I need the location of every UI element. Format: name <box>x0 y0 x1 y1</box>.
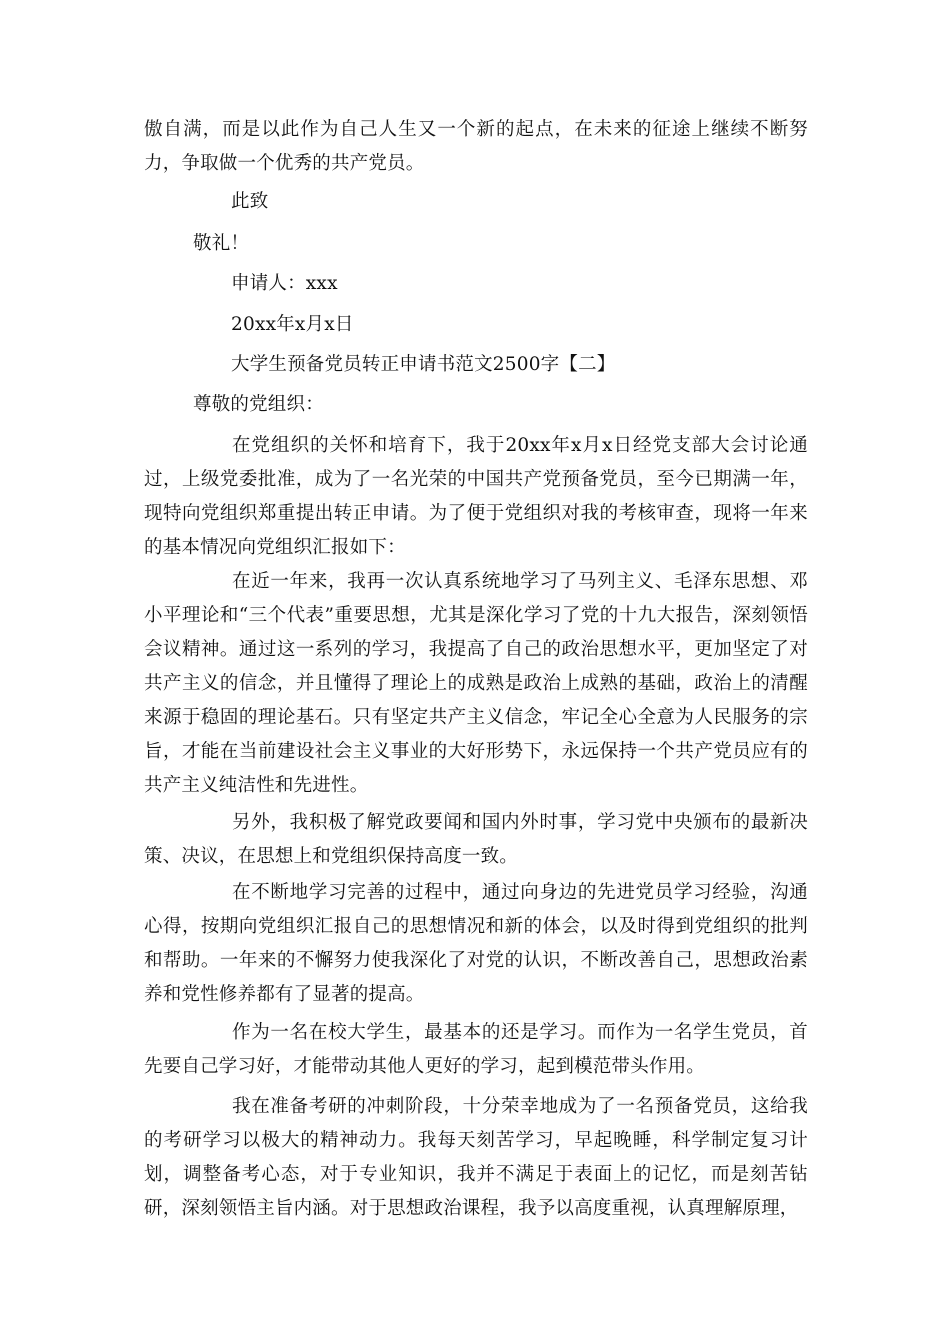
paragraph-1: 在党组织的关怀和培育下，我于20xx年x月x日经党支部大会讨论通过，上级党委批准，成为了一名光荣的中国共产党预备党员，至今已期满一年，现特向党组织郑重提出转正申请。为了便于党组织对我的考核审查，现将一年来的基本情况向党组织汇报如下： <box>144 435 808 558</box>
paragraph-6: 我在准备考研的冲刺阶段，十分荣幸地成为了一名预备党员，这给我的考研学习以极大的精神动力。我每天刻苦学习，早起晚睡，科学制定复习计划，调整备考心态，对于专业知识，我并不满足于表面上的记忆，而是刻苦钻研，深刻领悟主旨内涵。对于思想政治课程，我予以高度重视，认真理解原理， <box>144 1096 808 1219</box>
section-title: 大学生预备党员转正申请书范文2500字【二】 <box>231 354 616 375</box>
salutation: 尊敬的党组织： <box>193 394 324 415</box>
closing-salutation: 此致 <box>231 191 269 212</box>
paragraph-2: 在近一年来，我再一次认真系统地学习了马列主义、毛泽东思想、邓小平理论和“三个代表”重要思想，尤其是深化学习了党的十九大报告，深刻领悟会议精神。通过这一系列的学习，我提高了自己的政治思想水平，更加坚定了对共产主义的信念，并且懂得了理论上的成熟是政治上成熟的基础，政治上的清醒来源于稳固的理论基石。只有坚定共产主义信念，牢记全心全意为人民服务的宗旨，才能在当前建设社会主义事业的大好形势下，永远保持一个共产党员应有的共产主义纯洁性和先进性。 <box>144 571 808 796</box>
paragraph-4: 在不断地学习完善的过程中，通过向身边的先进党员学习经验，沟通心得，按期向党组织汇报自己的思想情况和新的体会，以及时得到党组织的批判和帮助。一年来的不懈努力使我深化了对党的认识，不断改善自己，思想政治素养和党性修养都有了显著的提高。 <box>144 882 808 1005</box>
applicant-line: 申请人：xxx <box>231 273 338 294</box>
date-line: 20xx年x月x日 <box>231 314 354 335</box>
paragraph-5: 作为一名在校大学生，最基本的还是学习。而作为一名学生党员，首先要自己学习好，才能带动其他人更好的学习，起到模范带头作用。 <box>144 1022 808 1077</box>
opening-paragraph: 傲自满，而是以此作为自己人生又一个新的起点，在未来的征途上继续不断努力，争取做一个优秀的共产党员。 <box>144 119 808 174</box>
closing-regards: 敬礼！ <box>193 233 250 254</box>
paragraph-3: 另外，我积极了解党政要闻和国内外时事，学习党中央颁布的最新决策、决议，在思想上和党组织保持高度一致。 <box>144 812 808 867</box>
